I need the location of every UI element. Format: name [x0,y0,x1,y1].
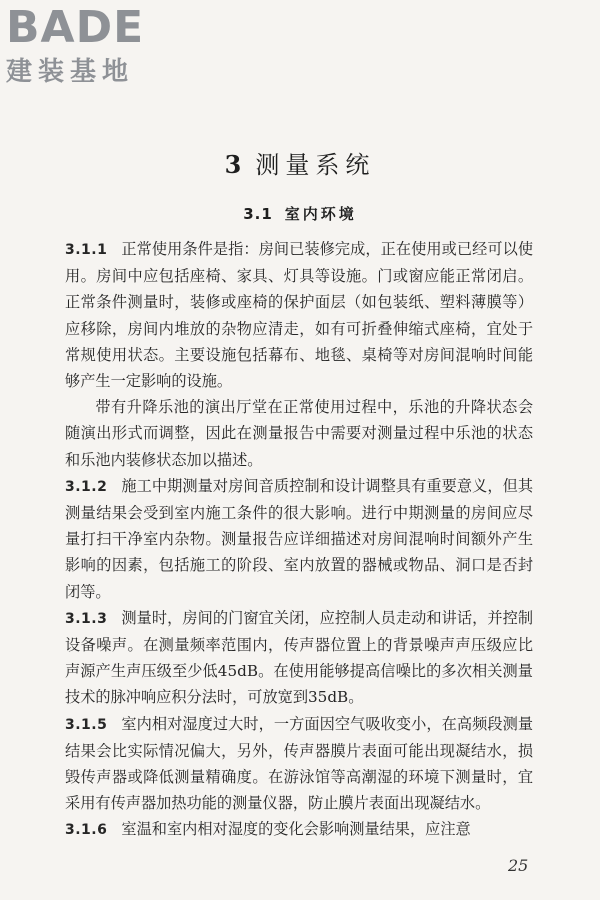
clause-text: 室温和室内相对湿度的变化会影响测量结果，应注意 [121,820,471,839]
clause-text: 施工中期测量对房间音质控制和设计调整具有重要意义，但其测量结果会受到室内施工条件的很大影响。进行中期测量的房间应尽量打扫干净室内杂物。测量报告应详细描述对房间混响时间额外产生影响的因素，包括施工的阶段、室内放置的器械或物品、洞口是否封闭等。 [65,476,533,601]
paragraph-orchestra-pit [65,394,533,473]
clause-3-1-6 [65,816,533,843]
bade-logo [6,2,176,88]
clause-3-1-2 [65,473,533,605]
paragraph-text: 带有升降乐池的演出厅堂在正常使用过程中，乐池的升降状态会随演出形式而调整，因此在测量报告中需要对测量过程中乐池的状态和乐池内装修状态加以描述。 [65,398,533,469]
clause-number: 3.1.3 [65,610,108,627]
clause-text: 室内相对湿度过大时，一方面因空气吸收变小，在高频段测量结果会比实际情况偏大，另外，传声器膜片表面可能出现凝结水，损毁传声器或降低测量精确度。在游泳馆等高潮湿的环境下测量时，宜采用有传声器加热功能的测量仪器，防止膜片表面出现凝结水。 [65,714,533,813]
clause-3-1-5 [65,711,533,817]
clause-number: 3.1.6 [65,822,108,839]
clause-text: 测量时，房间的门窗宜关闭，应控制人员走动和讲话，并控制设备噪声。在测量频率范围内，传声器位置上的背景噪声声压级应比声源产生声压级至少低45dB。在使用能够提高信噪比的多次相关测量技术的脉冲响应积分法时，可放宽到35dB。 [65,608,533,707]
clause-number: 3.1.1 [65,242,108,258]
section-title-text: 室内环境 [284,205,357,223]
chapter-number: 3 [224,150,248,179]
section-title [0,204,600,224]
logo-text-en: BADE [6,2,145,53]
clause-number: 3.1.5 [65,716,108,733]
clause-text: 正常使用条件是指：房间已装修完成，正在使用或已经可以使用。房间中应包括座椅、家具、灯具等设施。门或窗应能正常闭启。正常条件测量时，装修或座椅的保护面层（如包装纸、塑料薄膜等）应移除，房间内堆放的杂物应清走，如有可折叠伸缩式座椅，宜处于常规使用状态。主要设施包括幕布、地毯、桌椅等对房间混响时间能够产生一定影响的设施。 [65,240,533,391]
clause-3-1-1 [65,236,533,394]
chapter-title-text: 测量系统 [255,151,376,179]
logo-text-cn: 建装基地 [6,57,135,87]
clause-number: 3.1.2 [65,478,108,495]
section-number: 3.1 [243,205,273,223]
page-number: 25 [508,856,529,875]
body-text [65,236,533,844]
clause-3-1-3 [65,605,533,711]
chapter-title [0,150,600,180]
